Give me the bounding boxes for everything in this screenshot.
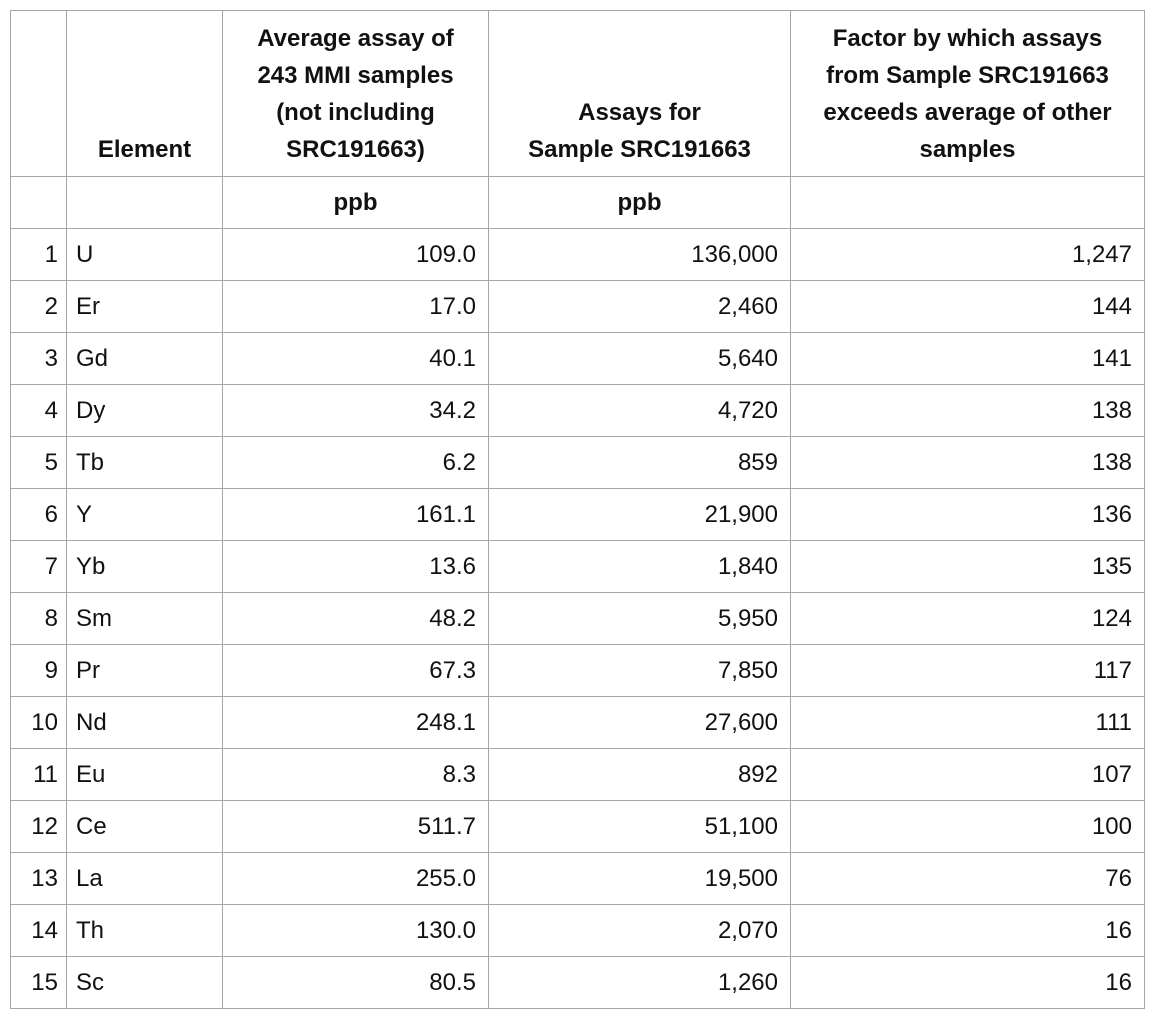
average-unit: ppb <box>223 177 489 229</box>
row-index: 1 <box>11 229 67 281</box>
element-cell: Eu <box>67 749 223 801</box>
average-cell: 17.0 <box>223 281 489 333</box>
table-row <box>11 697 1145 749</box>
average-cell: 161.1 <box>223 489 489 541</box>
average-cell: 8.3 <box>223 749 489 801</box>
element-cell: Ce <box>67 801 223 853</box>
average-cell: 40.1 <box>223 333 489 385</box>
factor-cell: 100 <box>791 801 1145 853</box>
table-row <box>11 437 1145 489</box>
row-index: 7 <box>11 541 67 593</box>
element-cell: U <box>67 229 223 281</box>
average-cell: 13.6 <box>223 541 489 593</box>
factor-cell: 117 <box>791 645 1145 697</box>
factor-cell: 135 <box>791 541 1145 593</box>
factor-header <box>791 11 1145 177</box>
sample-cell: 4,720 <box>489 385 791 437</box>
table-row <box>11 853 1145 905</box>
factor-unit <box>791 177 1145 229</box>
sample-unit: ppb <box>489 177 791 229</box>
table-row <box>11 541 1145 593</box>
sample-cell: 1,260 <box>489 957 791 1009</box>
factor-header-line: from Sample SRC191663 <box>826 62 1109 89</box>
element-cell: Gd <box>67 333 223 385</box>
element-cell: Pr <box>67 645 223 697</box>
table-body <box>11 229 1145 1009</box>
sample-cell: 2,460 <box>489 281 791 333</box>
table-row <box>11 749 1145 801</box>
average-cell: 6.2 <box>223 437 489 489</box>
factor-cell: 16 <box>791 905 1145 957</box>
table-row <box>11 333 1145 385</box>
row-index: 15 <box>11 957 67 1009</box>
element-cell: Er <box>67 281 223 333</box>
average-cell: 67.3 <box>223 645 489 697</box>
average-cell: 130.0 <box>223 905 489 957</box>
row-index: 2 <box>11 281 67 333</box>
factor-cell: 76 <box>791 853 1145 905</box>
element-header: Element <box>67 11 223 177</box>
units-row <box>11 177 1145 229</box>
row-index: 6 <box>11 489 67 541</box>
sample-cell: 19,500 <box>489 853 791 905</box>
factor-cell: 111 <box>791 697 1145 749</box>
factor-cell: 141 <box>791 333 1145 385</box>
row-index: 11 <box>11 749 67 801</box>
row-index: 9 <box>11 645 67 697</box>
factor-cell: 107 <box>791 749 1145 801</box>
sample-cell: 2,070 <box>489 905 791 957</box>
average-cell: 34.2 <box>223 385 489 437</box>
sample-cell: 5,950 <box>489 593 791 645</box>
sample-cell: 859 <box>489 437 791 489</box>
table-row <box>11 385 1145 437</box>
element-unit <box>67 177 223 229</box>
average-cell: 511.7 <box>223 801 489 853</box>
element-cell: Th <box>67 905 223 957</box>
table-row <box>11 489 1145 541</box>
table-row <box>11 801 1145 853</box>
row-index: 5 <box>11 437 67 489</box>
row-index: 14 <box>11 905 67 957</box>
table-row <box>11 281 1145 333</box>
average-header <box>223 11 489 177</box>
element-cell: Dy <box>67 385 223 437</box>
sample-cell: 892 <box>489 749 791 801</box>
sample-header <box>489 11 791 177</box>
sample-cell: 5,640 <box>489 333 791 385</box>
table-row <box>11 905 1145 957</box>
element-cell: Sc <box>67 957 223 1009</box>
factor-cell: 124 <box>791 593 1145 645</box>
assay-table <box>10 10 1145 1009</box>
header-row <box>11 11 1145 177</box>
sample-cell: 51,100 <box>489 801 791 853</box>
row-index: 4 <box>11 385 67 437</box>
average-cell: 248.1 <box>223 697 489 749</box>
average-cell: 80.5 <box>223 957 489 1009</box>
sample-cell: 1,840 <box>489 541 791 593</box>
factor-cell: 1,247 <box>791 229 1145 281</box>
element-cell: Yb <box>67 541 223 593</box>
average-header-line: Average assay of <box>257 25 454 52</box>
sample-header-line: Assays for <box>578 99 701 126</box>
sample-cell: 7,850 <box>489 645 791 697</box>
factor-header-line: exceeds average of other <box>823 99 1112 126</box>
index-unit <box>11 177 67 229</box>
average-cell: 255.0 <box>223 853 489 905</box>
row-index: 12 <box>11 801 67 853</box>
sample-cell: 21,900 <box>489 489 791 541</box>
element-cell: La <box>67 853 223 905</box>
element-cell: Sm <box>67 593 223 645</box>
average-cell: 48.2 <box>223 593 489 645</box>
factor-cell: 144 <box>791 281 1145 333</box>
average-cell: 109.0 <box>223 229 489 281</box>
factor-header-line: Factor by which assays <box>832 25 1103 52</box>
average-header-line: 243 MMI samples <box>257 62 454 89</box>
sample-cell: 27,600 <box>489 697 791 749</box>
factor-cell: 136 <box>791 489 1145 541</box>
sample-header-line: Sample SRC191663 <box>528 136 751 163</box>
table-row <box>11 229 1145 281</box>
average-header-line: SRC191663) <box>286 136 425 163</box>
row-index: 8 <box>11 593 67 645</box>
factor-header-line: samples <box>919 136 1016 163</box>
table-row <box>11 645 1145 697</box>
element-cell: Tb <box>67 437 223 489</box>
sample-cell: 136,000 <box>489 229 791 281</box>
table-row <box>11 957 1145 1009</box>
row-index: 13 <box>11 853 67 905</box>
element-cell: Y <box>67 489 223 541</box>
element-cell: Nd <box>67 697 223 749</box>
row-index: 3 <box>11 333 67 385</box>
factor-cell: 16 <box>791 957 1145 1009</box>
factor-cell: 138 <box>791 385 1145 437</box>
row-index: 10 <box>11 697 67 749</box>
table-row <box>11 593 1145 645</box>
factor-cell: 138 <box>791 437 1145 489</box>
average-header-line: (not including <box>276 99 435 126</box>
index-header <box>11 11 67 177</box>
